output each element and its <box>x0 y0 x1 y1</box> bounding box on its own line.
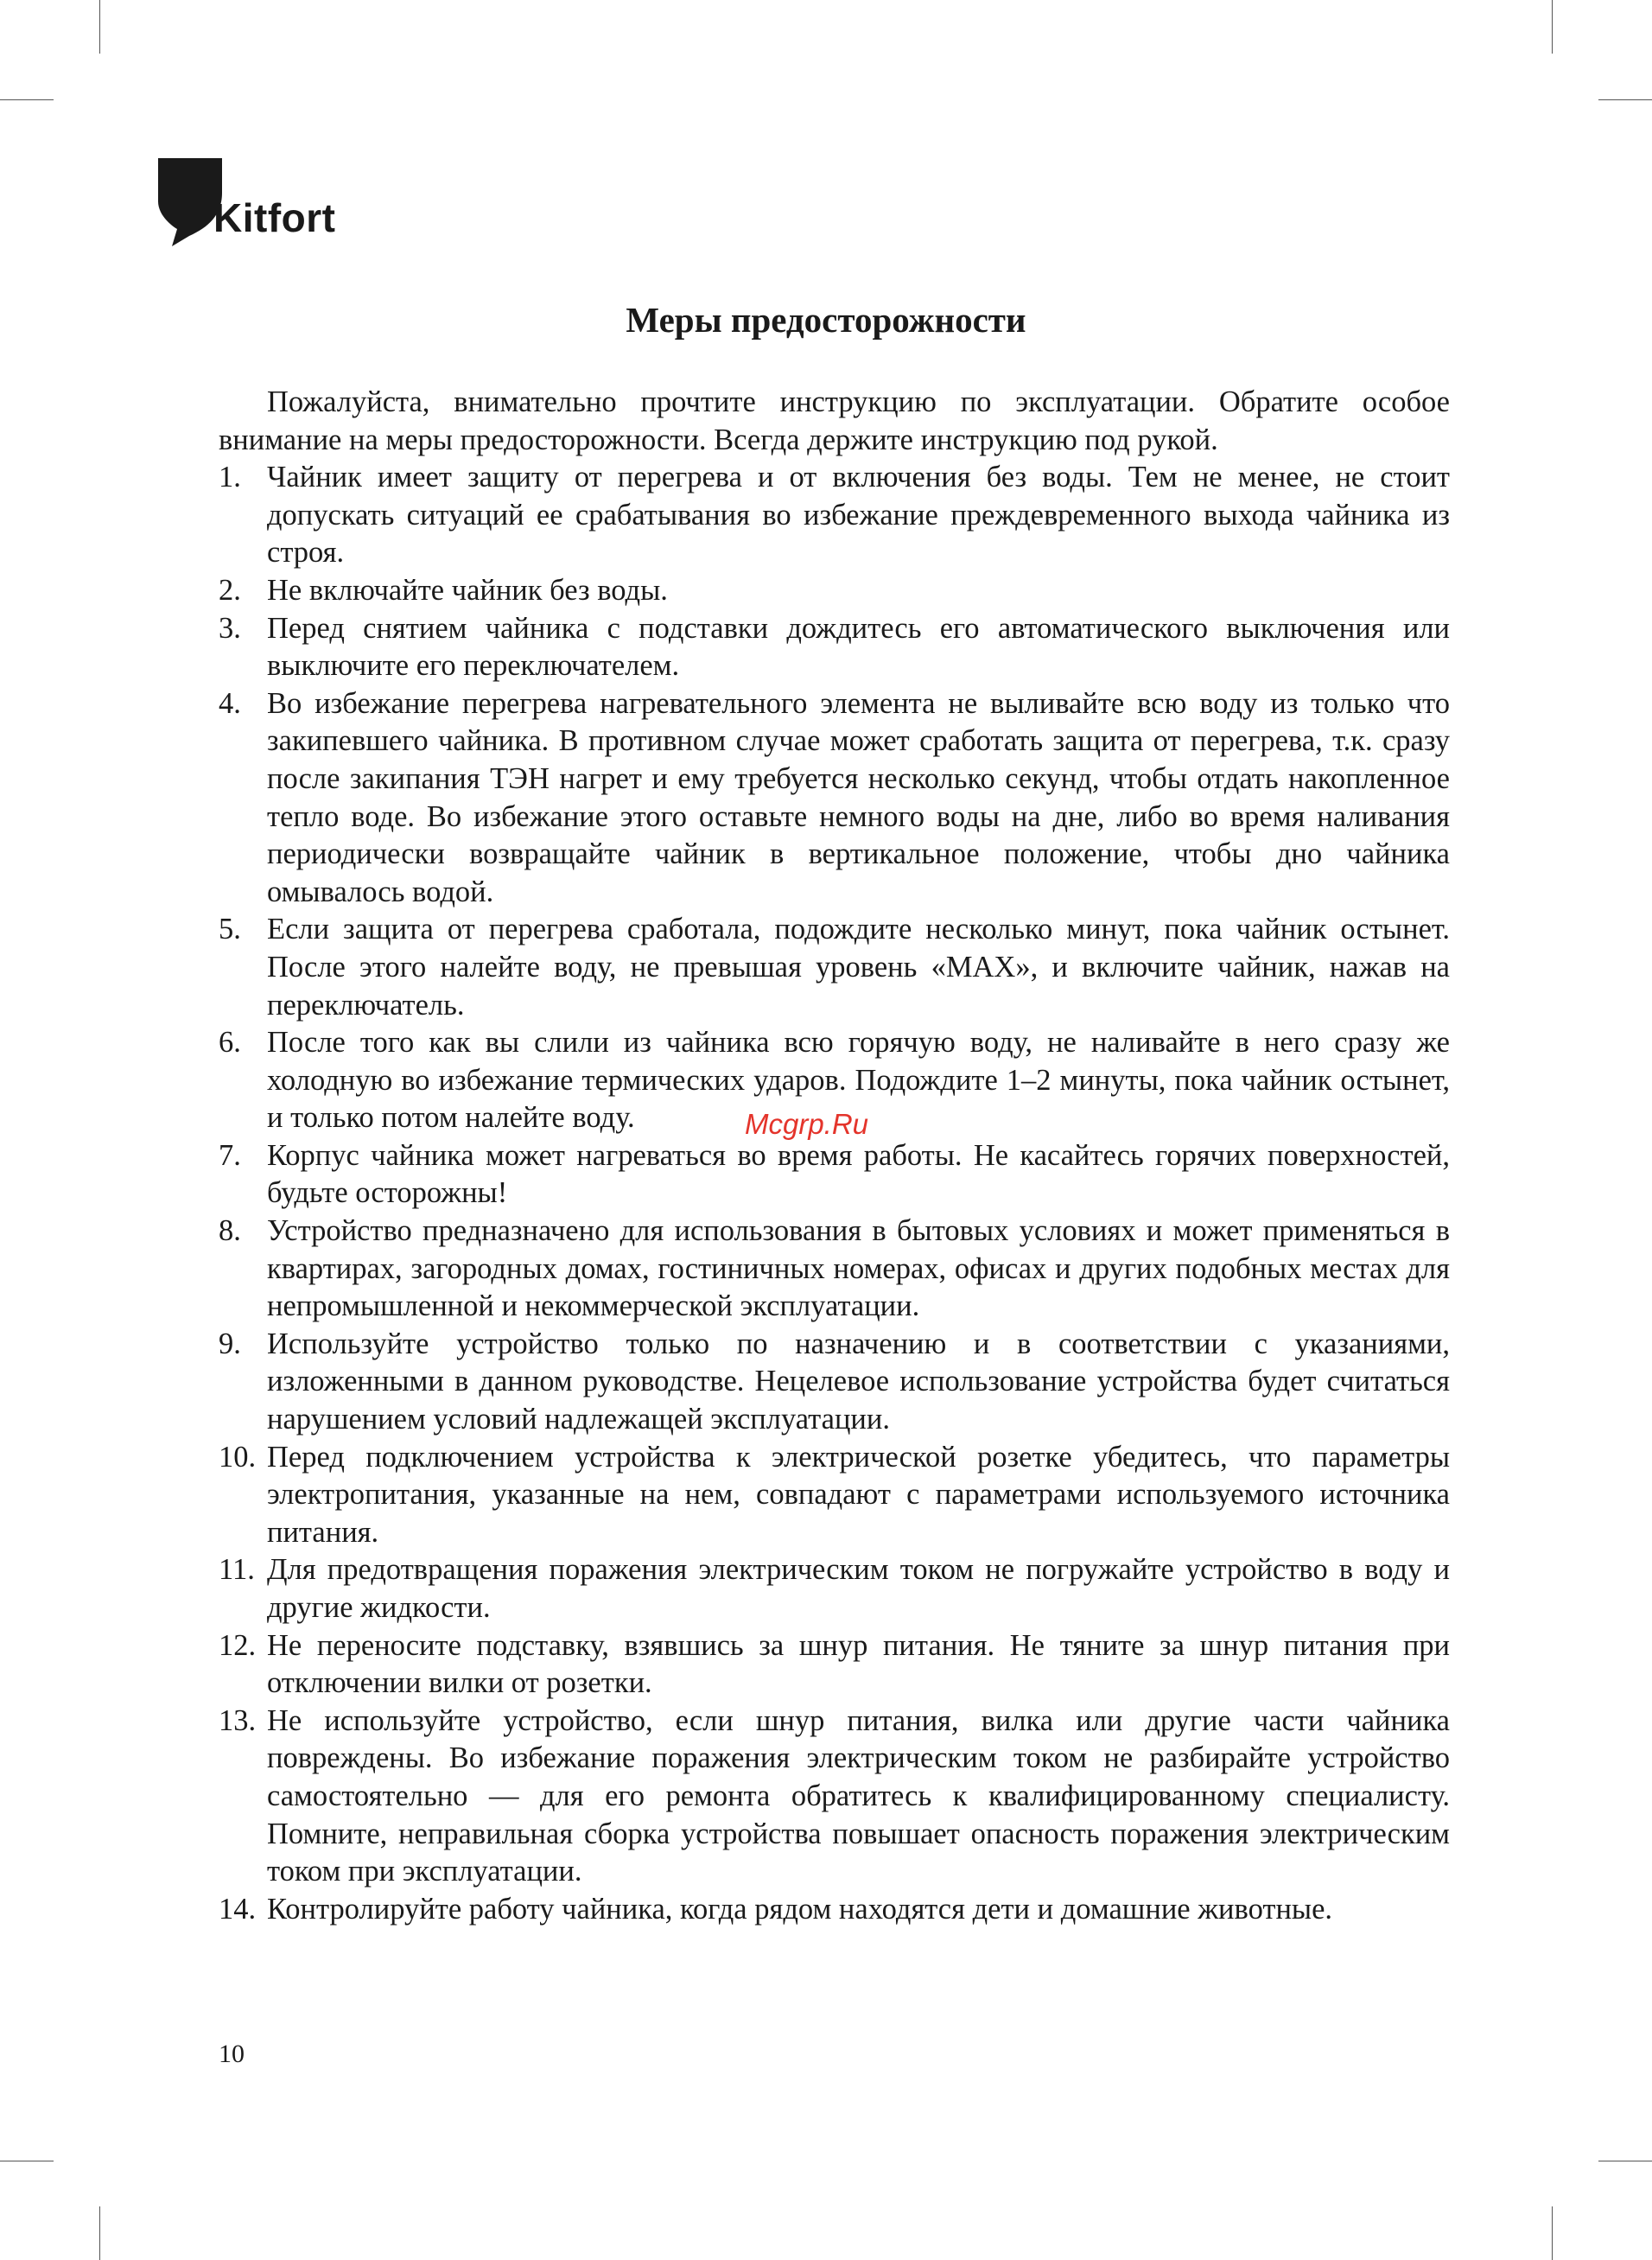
list-item-number: 2. <box>219 573 241 607</box>
list-item-number: 8. <box>219 1214 241 1248</box>
brand-logo <box>158 158 348 249</box>
list-item <box>219 1213 1450 1326</box>
list-item-number: 9. <box>219 1327 241 1360</box>
list-item-number: 14. <box>219 1892 257 1926</box>
watermark: Mcgrp.Ru <box>745 1108 869 1140</box>
list-item-text: Используйте устройство только по назначению и в соответствии с указаниями, изложенными в данном руководстве. Нецелевое использование устройства будет считаться нарушением условий надлежащей эксплуатации. <box>267 1327 1450 1436</box>
list-item <box>219 459 1450 572</box>
list-item-text: Перед снятием чайника с подставки дождитесь его автоматического выключения или выключите его переключателем. <box>267 611 1450 683</box>
list-item-text: Чайник имеет защиту от перегрева и от включения без воды. Тем не менее, не стоит допускать ситуаций ее срабатывания во избежание преждевременного выхода чайника из строя. <box>267 461 1450 570</box>
list-item-number: 4. <box>219 686 241 720</box>
list-item-number: 1. <box>219 461 241 494</box>
crop-mark-top-right <box>1552 0 1553 54</box>
page-number: 10 <box>219 2040 245 2068</box>
list-item-number: 13. <box>219 1703 257 1737</box>
list-item <box>219 1137 1450 1213</box>
precautions-list <box>219 459 1450 1928</box>
list-item-text: Для предотвращения поражения электрическим током не погружайте устройство в воду и другие жидкости. <box>267 1553 1450 1624</box>
list-item <box>219 1326 1450 1439</box>
list-item <box>219 572 1450 610</box>
list-item-number: 7. <box>219 1138 241 1172</box>
list-item-text: Устройство предназначено для использования в бытовых условиях и может применяться в квартирах, загородных домах, гостиничных номерах, офисах и других подобных местах для непромышленной и некоммерческой эксплуатации. <box>267 1214 1450 1323</box>
brand-name: Kitfort <box>213 195 336 240</box>
precautions-content <box>219 384 1450 1928</box>
list-item <box>219 1551 1450 1627</box>
list-item-text: Во избежание перегрева нагревательного элемента не выливайте всю воду из только что закипевшего чайника. В противном случае может сработать защита от перегрева, т.к. сразу после закипания ТЭН нагрет и ему требуется несколько секунд, чтобы отдать накопленное тепло воде. Во избежание этого оставьте немного воды на дне, либо во время наливания периодически возвращайте чайник в вертикальное положение, чтобы дно чайника омывалось водой. <box>267 686 1450 908</box>
list-item-number: 10. <box>219 1440 257 1474</box>
crop-mark-right-top <box>1598 99 1652 100</box>
list-item-text: Если защита от перегрева сработала, подождите несколько минут, пока чайник остынет. После этого налейте воду, не превышая уровень «MAX», и включите чайник, нажав на переключатель. <box>267 913 1450 1022</box>
list-item-text: Не переносите подставку, взявшись за шнур питания. Не тяните за шнур питания при отключении вилки от розетки. <box>267 1628 1450 1700</box>
crop-mark-bottom-left <box>99 2206 100 2260</box>
page-title: Меры предосторожности <box>626 300 1026 340</box>
list-item <box>219 1891 1450 1929</box>
list-item-text: Не используйте устройство, если шнур питания, вилка или другие части чайника повреждены. Во избежание поражения электрическим током не разбирайте устройство самостоятельно — для его ремонта обратитесь к квалифицированному специалисту. Помните, неправильная сборка устройства повышает опасность поражения электрическим током при эксплуатации. <box>267 1703 1450 1888</box>
list-item-text: Контролируйте работу чайника, когда рядом находятся дети и домашние животные. <box>267 1892 1333 1926</box>
list-item-text: Корпус чайника может нагреваться во время работы. Не касайтесь горячих поверхностей, будьте осторожны! <box>267 1138 1450 1210</box>
list-item <box>219 1439 1450 1552</box>
crop-mark-left-top <box>0 99 54 100</box>
list-item <box>219 911 1450 1024</box>
list-item <box>219 685 1450 912</box>
list-item-text: Перед подключением устройства к электрической розетке убедитесь, что параметры электропитания, указанные на нем, совпадают с параметрами используемого источника питания. <box>267 1440 1450 1549</box>
list-item-number: 5. <box>219 913 241 946</box>
list-item <box>219 610 1450 685</box>
list-item-number: 3. <box>219 611 241 645</box>
crop-mark-bottom-right <box>1552 2206 1553 2260</box>
list-item-text: После того как вы слили из чайника всю горячую воду, не наливайте в него сразу же холодную во избежание термических ударов. Подождите 1–2 минуты, пока чайник остынет, и только потом налейте воду. <box>267 1026 1450 1135</box>
list-item <box>219 1703 1450 1891</box>
list-item-number: 12. <box>219 1628 257 1662</box>
list-item-number: 11. <box>219 1553 255 1587</box>
list-item-text: Не включайте чайник без воды. <box>267 573 668 607</box>
intro-paragraph: Пожалуйста, внимательно прочтите инструкцию по эксплуатации. Обратите особое внимание на меры предосторожности. Всегда держите инструкцию под рукой. <box>219 385 1450 456</box>
list-item <box>219 1627 1450 1703</box>
crop-mark-top-left <box>99 0 100 54</box>
list-item-number: 6. <box>219 1026 241 1060</box>
